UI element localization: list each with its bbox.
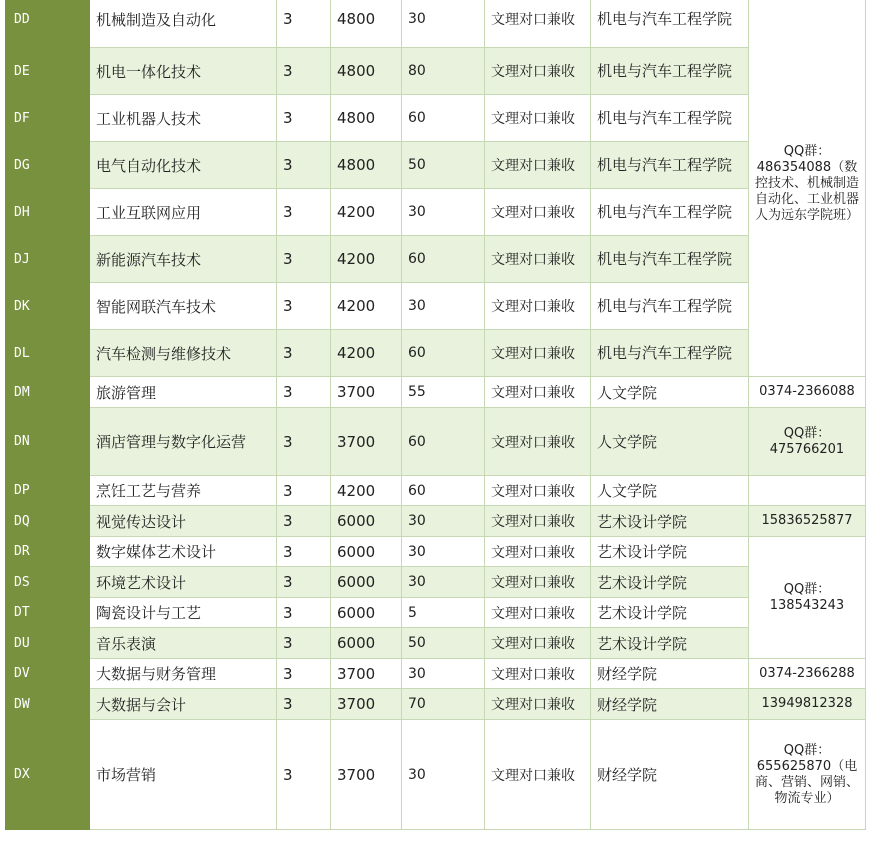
- contact-info: 0374-2366288: [749, 659, 866, 689]
- major-name: 陶瓷设计与工艺: [90, 598, 277, 628]
- major-table: [5, 0, 866, 830]
- major-code: DJ: [6, 236, 90, 283]
- major-years: 3: [277, 720, 331, 830]
- major-name: 电气自动化技术: [90, 142, 277, 189]
- college-name: 机电与汽车工程学院: [591, 236, 749, 283]
- major-years: 3: [277, 628, 331, 659]
- major-quota: 30: [402, 0, 485, 48]
- major-code: DP: [6, 476, 90, 506]
- major-name: 旅游管理: [90, 377, 277, 408]
- major-name: 音乐表演: [90, 628, 277, 659]
- major-code: DS: [6, 567, 90, 598]
- major-fee: 4800: [331, 142, 402, 189]
- major-fee: 6000: [331, 628, 402, 659]
- major-code: DV: [6, 659, 90, 689]
- college-name: 机电与汽车工程学院: [591, 330, 749, 377]
- admission-type: 文理对口兼收: [485, 720, 591, 830]
- major-quota: 60: [402, 408, 485, 476]
- major-fee: 3700: [331, 659, 402, 689]
- major-fee: 3700: [331, 408, 402, 476]
- major-quota: 50: [402, 142, 485, 189]
- major-code: DR: [6, 537, 90, 567]
- major-quota: 30: [402, 537, 485, 567]
- major-name: 机械制造及自动化: [90, 0, 277, 48]
- admission-type: 文理对口兼收: [485, 377, 591, 408]
- admission-type: 文理对口兼收: [485, 236, 591, 283]
- table-row: [6, 628, 866, 659]
- major-code: DU: [6, 628, 90, 659]
- admission-type: 文理对口兼收: [485, 95, 591, 142]
- college-name: 机电与汽车工程学院: [591, 283, 749, 330]
- major-years: 3: [277, 476, 331, 506]
- college-name: 艺术设计学院: [591, 506, 749, 537]
- major-code: DD: [6, 0, 90, 48]
- major-fee: 4200: [331, 330, 402, 377]
- table-row: [6, 506, 866, 537]
- major-quota: 60: [402, 236, 485, 283]
- major-fee: 4200: [331, 476, 402, 506]
- major-quota: 50: [402, 628, 485, 659]
- table-row: [6, 330, 866, 377]
- major-name: 智能网联汽车技术: [90, 283, 277, 330]
- major-quota: 80: [402, 48, 485, 95]
- major-years: 3: [277, 0, 331, 48]
- college-name: 财经学院: [591, 720, 749, 830]
- table-row: [6, 189, 866, 236]
- college-name: 机电与汽车工程学院: [591, 48, 749, 95]
- college-name: 机电与汽车工程学院: [591, 95, 749, 142]
- admission-type: 文理对口兼收: [485, 567, 591, 598]
- major-years: 3: [277, 377, 331, 408]
- college-name: 机电与汽车工程学院: [591, 142, 749, 189]
- college-name: 人文学院: [591, 476, 749, 506]
- major-quota: 55: [402, 377, 485, 408]
- table-row: [6, 659, 866, 689]
- admission-type: 文理对口兼收: [485, 659, 591, 689]
- table-row: [6, 283, 866, 330]
- admission-type: 文理对口兼收: [485, 408, 591, 476]
- major-code: DW: [6, 689, 90, 720]
- major-years: 3: [277, 189, 331, 236]
- major-code: DE: [6, 48, 90, 95]
- major-code: DL: [6, 330, 90, 377]
- major-years: 3: [277, 408, 331, 476]
- contact-info: 13949812328: [749, 689, 866, 720]
- table-row: [6, 689, 866, 720]
- major-name: 汽车检测与维修技术: [90, 330, 277, 377]
- major-quota: 30: [402, 189, 485, 236]
- major-name: 新能源汽车技术: [90, 236, 277, 283]
- major-years: 3: [277, 283, 331, 330]
- major-years: 3: [277, 567, 331, 598]
- major-code: DT: [6, 598, 90, 628]
- college-name: 机电与汽车工程学院: [591, 0, 749, 48]
- table-row: [6, 95, 866, 142]
- major-years: 3: [277, 537, 331, 567]
- major-code: DF: [6, 95, 90, 142]
- major-fee: 3700: [331, 377, 402, 408]
- major-name: 烹饪工艺与营养: [90, 476, 277, 506]
- major-code: DH: [6, 189, 90, 236]
- major-code: DX: [6, 720, 90, 830]
- college-name: 艺术设计学院: [591, 537, 749, 567]
- college-name: 人文学院: [591, 377, 749, 408]
- contact-info: 0374-2366088: [749, 377, 866, 408]
- college-name: 人文学院: [591, 408, 749, 476]
- contact-info: 15836525877: [749, 506, 866, 537]
- college-name: 艺术设计学院: [591, 567, 749, 598]
- major-fee: 6000: [331, 598, 402, 628]
- major-name: 视觉传达设计: [90, 506, 277, 537]
- admission-type: 文理对口兼收: [485, 189, 591, 236]
- major-fee: 6000: [331, 567, 402, 598]
- contact-info: QQ群：138543243: [749, 537, 866, 659]
- admission-type: 文理对口兼收: [485, 48, 591, 95]
- major-fee: 4800: [331, 0, 402, 48]
- major-name: 酒店管理与数字化运营: [90, 408, 277, 476]
- major-name: 工业互联网应用: [90, 189, 277, 236]
- major-years: 3: [277, 598, 331, 628]
- table-row: [6, 142, 866, 189]
- major-quota: 30: [402, 506, 485, 537]
- contact-info: QQ群：655625870（电商、营销、网销、物流专业）: [749, 720, 866, 830]
- table-row: [6, 48, 866, 95]
- major-years: 3: [277, 330, 331, 377]
- admission-type: 文理对口兼收: [485, 537, 591, 567]
- college-name: 财经学院: [591, 689, 749, 720]
- major-years: 3: [277, 142, 331, 189]
- table-row: [6, 537, 866, 567]
- admission-type: 文理对口兼收: [485, 506, 591, 537]
- major-code: DN: [6, 408, 90, 476]
- major-quota: 5: [402, 598, 485, 628]
- major-fee: 4200: [331, 283, 402, 330]
- major-quota: 30: [402, 567, 485, 598]
- major-code: DK: [6, 283, 90, 330]
- table-row: [6, 720, 866, 830]
- major-fee: 6000: [331, 537, 402, 567]
- table-row: [6, 377, 866, 408]
- college-name: 艺术设计学院: [591, 598, 749, 628]
- table-row: [6, 598, 866, 628]
- contact-info-empty: [749, 476, 866, 506]
- admission-type: 文理对口兼收: [485, 598, 591, 628]
- major-quota: 60: [402, 330, 485, 377]
- table-row: [6, 567, 866, 598]
- major-years: 3: [277, 48, 331, 95]
- major-quota: 30: [402, 283, 485, 330]
- major-fee: 4800: [331, 48, 402, 95]
- contact-info: QQ群：486354088（数控技术、机械制造自动化、工业机器人为远东学院班）: [749, 0, 866, 377]
- table-row: [6, 408, 866, 476]
- major-fee: 4200: [331, 189, 402, 236]
- major-name: 工业机器人技术: [90, 95, 277, 142]
- major-quota: 60: [402, 476, 485, 506]
- major-years: 3: [277, 506, 331, 537]
- table-row: [6, 476, 866, 506]
- major-quota: 30: [402, 659, 485, 689]
- major-quota: 60: [402, 95, 485, 142]
- major-fee: 4200: [331, 236, 402, 283]
- admission-type: 文理对口兼收: [485, 628, 591, 659]
- major-name: 市场营销: [90, 720, 277, 830]
- major-fee: 4800: [331, 95, 402, 142]
- major-name: 机电一体化技术: [90, 48, 277, 95]
- table-row: [6, 0, 866, 48]
- admission-type: 文理对口兼收: [485, 0, 591, 48]
- major-code: DQ: [6, 506, 90, 537]
- major-years: 3: [277, 689, 331, 720]
- admission-type: 文理对口兼收: [485, 142, 591, 189]
- major-name: 数字媒体艺术设计: [90, 537, 277, 567]
- major-years: 3: [277, 659, 331, 689]
- major-code: DG: [6, 142, 90, 189]
- college-name: 财经学院: [591, 659, 749, 689]
- college-name: 机电与汽车工程学院: [591, 189, 749, 236]
- table-row: [6, 236, 866, 283]
- admission-type: 文理对口兼收: [485, 330, 591, 377]
- contact-info: QQ群：475766201: [749, 408, 866, 476]
- college-name: 艺术设计学院: [591, 628, 749, 659]
- major-fee: 3700: [331, 689, 402, 720]
- major-fee: 6000: [331, 506, 402, 537]
- major-fee: 3700: [331, 720, 402, 830]
- major-code: DM: [6, 377, 90, 408]
- major-years: 3: [277, 95, 331, 142]
- major-name: 大数据与财务管理: [90, 659, 277, 689]
- major-quota: 70: [402, 689, 485, 720]
- admission-type: 文理对口兼收: [485, 689, 591, 720]
- major-name: 大数据与会计: [90, 689, 277, 720]
- admission-type: 文理对口兼收: [485, 283, 591, 330]
- major-name: 环境艺术设计: [90, 567, 277, 598]
- major-quota: 30: [402, 720, 485, 830]
- admission-type: 文理对口兼收: [485, 476, 591, 506]
- major-years: 3: [277, 236, 331, 283]
